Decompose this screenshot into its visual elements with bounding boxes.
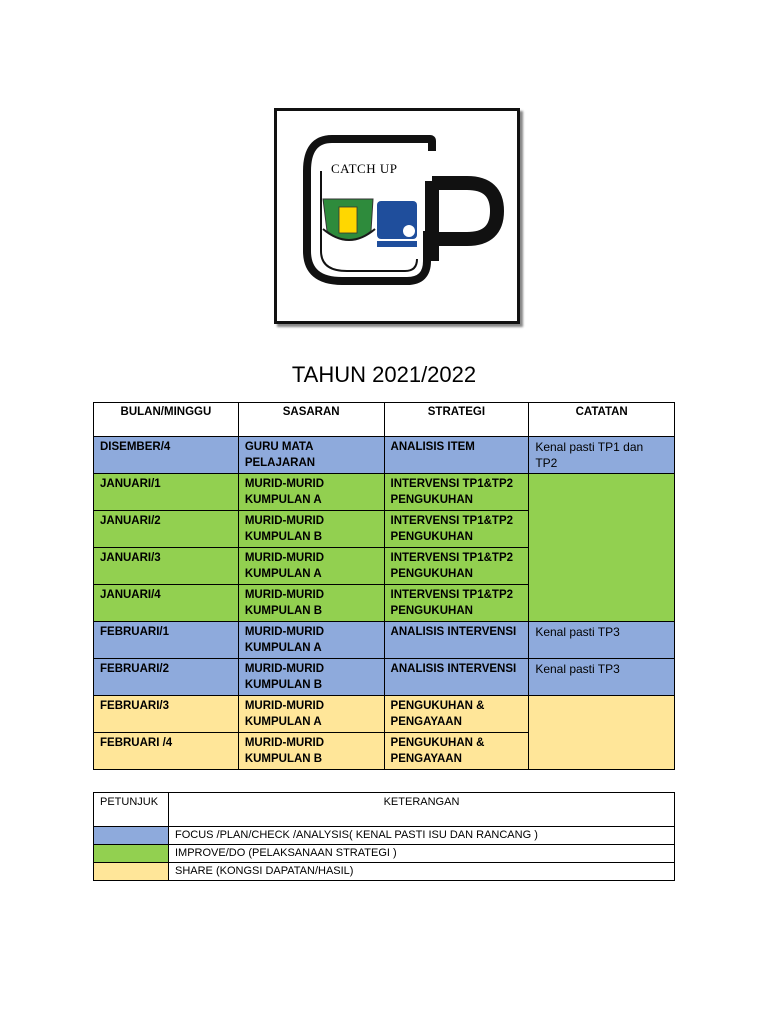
cell-sasaran: MURID-MURID KUMPULAN B — [238, 733, 384, 770]
table-row — [94, 696, 675, 733]
cell-catatan: Kenal pasti TP1 dan TP2 — [529, 437, 675, 474]
legend-row — [94, 863, 675, 881]
cell-bulan: FEBRUARI/2 — [94, 659, 239, 696]
cell-strategi: PENGUKUHAN & PENGAYAAN — [384, 696, 529, 733]
header-sasaran: SASARAN — [238, 403, 384, 437]
cell-bulan: FEBRUARI/1 — [94, 622, 239, 659]
table-row — [94, 474, 675, 511]
cell-strategi: PENGUKUHAN & PENGAYAAN — [384, 733, 529, 770]
cell-catatan-merged — [529, 474, 675, 622]
cell-bulan: FEBRUARI /4 — [94, 733, 239, 770]
cell-sasaran: MURID-MURID KUMPULAN A — [238, 622, 384, 659]
emblem-25-icon — [377, 201, 417, 247]
table-header-row — [94, 403, 675, 437]
header-strategi: STRATEGI — [384, 403, 529, 437]
legend-swatch-blue — [94, 827, 169, 845]
cell-bulan: JANUARI/3 — [94, 548, 239, 585]
legend-header-row — [94, 793, 675, 827]
cell-sasaran: MURID-MURID KUMPULAN A — [238, 548, 384, 585]
legend-row — [94, 845, 675, 863]
cell-bulan: DISEMBER/4 — [94, 437, 239, 474]
legend-header-keterangan: KETERANGAN — [168, 793, 674, 827]
cup-logo-graphic — [277, 111, 517, 321]
schedule-table — [93, 402, 675, 770]
cell-bulan: JANUARI/1 — [94, 474, 239, 511]
catch-up-logo — [274, 108, 520, 324]
cell-strategi: ANALISIS ITEM — [384, 437, 529, 474]
cell-strategi: INTERVENSI TP1&TP2 PENGUKUHAN — [384, 474, 529, 511]
legend-swatch-green — [94, 845, 169, 863]
header-catatan: CATATAN — [529, 403, 675, 437]
legend-text: FOCUS /PLAN/CHECK /ANALYSIS( KENAL PASTI ISU DAN RANCANG ) — [168, 827, 674, 845]
cell-sasaran: MURID-MURID KUMPULAN B — [238, 511, 384, 548]
cell-sasaran: GURU MATA PELAJARAN — [238, 437, 384, 474]
cell-strategi: INTERVENSI TP1&TP2 PENGUKUHAN — [384, 548, 529, 585]
legend-text: IMPROVE/DO (PELAKSANAAN STRATEGI ) — [168, 845, 674, 863]
legend-text: SHARE (KONGSI DAPATAN/HASIL) — [168, 863, 674, 881]
cell-bulan: JANUARI/4 — [94, 585, 239, 622]
page-title: TAHUN 2021/2022 — [291, 362, 477, 387]
cell-strategi: ANALISIS INTERVENSI — [384, 622, 529, 659]
cell-strategi: ANALISIS INTERVENSI — [384, 659, 529, 696]
cell-bulan: FEBRUARI/3 — [94, 696, 239, 733]
table-row — [94, 622, 675, 659]
school-shield-icon — [323, 199, 375, 240]
cell-sasaran: MURID-MURID KUMPULAN B — [238, 659, 384, 696]
table-row — [94, 659, 675, 696]
cell-bulan: JANUARI/2 — [94, 511, 239, 548]
cell-catatan: Kenal pasti TP3 — [529, 622, 675, 659]
table-row — [94, 437, 675, 474]
cell-catatan: Kenal pasti TP3 — [529, 659, 675, 696]
logo-caption: CATCH UP — [331, 161, 398, 176]
cell-strategi: INTERVENSI TP1&TP2 PENGUKUHAN — [384, 511, 529, 548]
legend-header-petunjuk: PETUNJUK — [94, 793, 169, 827]
cell-catatan-merged — [529, 696, 675, 770]
cell-strategi: INTERVENSI TP1&TP2 PENGUKUHAN — [384, 585, 529, 622]
header-bulan: BULAN/MINGGU — [94, 403, 239, 437]
cell-sasaran: MURID-MURID KUMPULAN A — [238, 696, 384, 733]
legend-table — [93, 792, 675, 881]
cell-sasaran: MURID-MURID KUMPULAN B — [238, 585, 384, 622]
cell-sasaran: MURID-MURID KUMPULAN A — [238, 474, 384, 511]
legend-row — [94, 827, 675, 845]
legend-swatch-yellow — [94, 863, 169, 881]
